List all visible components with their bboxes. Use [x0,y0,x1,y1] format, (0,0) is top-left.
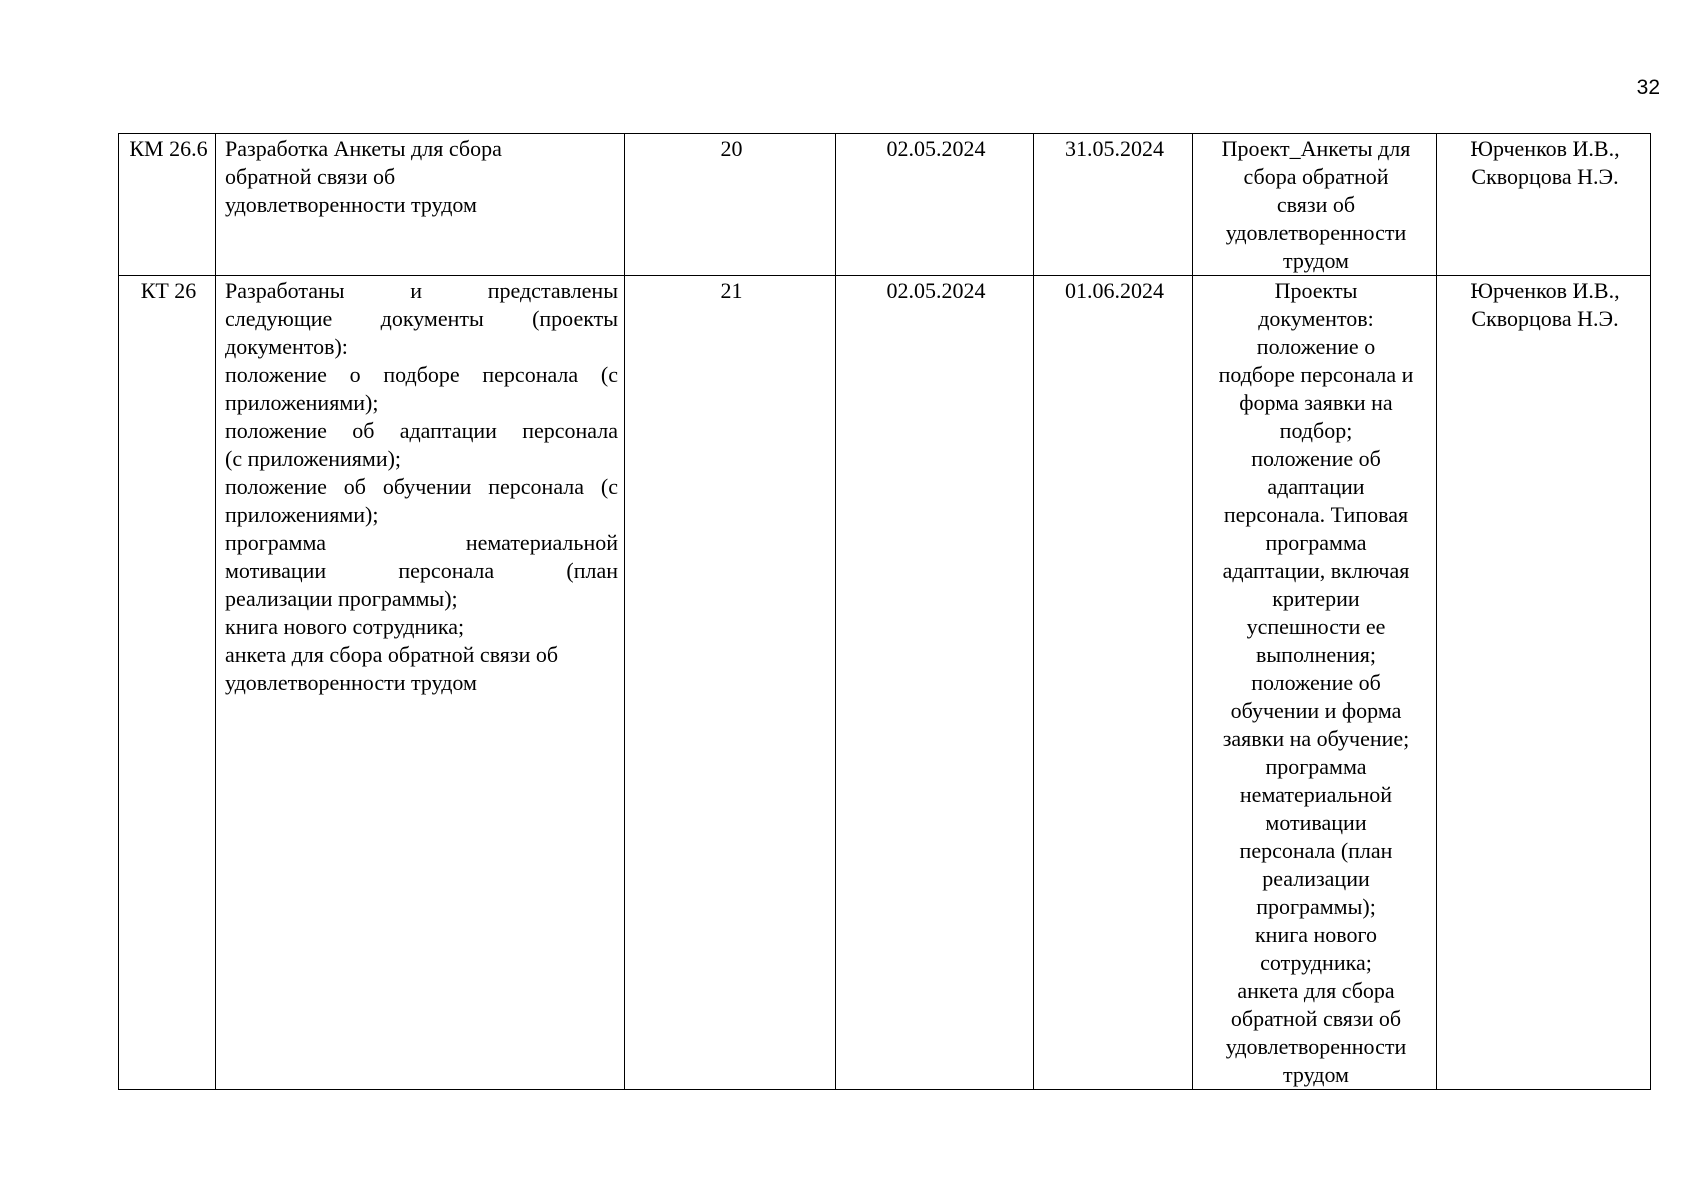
description-line: реализации программы); [225,586,458,611]
row-start-date: 02.05.2024 [886,136,986,161]
result-line: форма заявки на [1239,390,1393,415]
result-line: обратной связи об [1230,1006,1402,1031]
description-line: следующие документы (проекты [225,306,618,331]
description-line: удовлетворенности трудом [225,192,477,217]
result-line: подбор; [1279,418,1353,443]
row-description-cell [216,276,625,1090]
description-line: приложениями); [225,390,379,415]
description-line: программа нематериальной [225,530,618,555]
result-line: удовлетворенности [1225,1034,1407,1059]
result-line: книга нового [1254,922,1377,947]
row-code-cell [119,134,216,276]
result-line: успешности ее [1246,614,1386,639]
result-line: Проекты [1274,278,1358,303]
row-code: КТ 26 [140,278,197,303]
row-duration-cell [625,276,836,1090]
result-line: связи об [1276,192,1356,217]
result-line: удовлетворенности [1225,220,1407,245]
result-line: положение об [1251,670,1381,695]
row-responsible-cell [1437,276,1651,1090]
description-line: удовлетворенности трудом [225,670,477,695]
result-line: мотивации [1265,810,1367,835]
table-row [119,134,1651,276]
description-line: положение об адаптации персонала [225,418,618,443]
responsible-line: Юрченков И.В., [1470,278,1620,303]
result-line: персонала (план [1239,838,1393,863]
work-plan-table [118,133,1651,1090]
description-line: приложениями); [225,502,379,527]
result-line: персонала. Типовая [1223,502,1409,527]
table-row [119,276,1651,1090]
description-line: (с приложениями); [225,446,402,471]
result-line: реализации [1262,866,1370,891]
row-end-cell [1034,276,1193,1090]
page-number: 32 [1636,76,1660,99]
result-line: Проект_Анкеты для [1221,136,1411,161]
result-line: адаптации [1267,474,1365,499]
row-end-date: 31.05.2024 [1065,136,1164,161]
description-line: книга нового сотрудника; [225,614,465,639]
result-line: программа [1265,530,1367,555]
description-line: положение о подборе персонала (с [225,362,618,387]
row-description-cell [216,134,625,276]
responsible-line: Скворцова Н.Э. [1471,306,1619,331]
responsible-line: Скворцова Н.Э. [1471,164,1619,189]
row-start-cell [836,276,1034,1090]
description-line: Разработаны и представлены [225,278,618,303]
description-line: обратной связи об [225,164,396,189]
description-line: документов): [225,334,348,359]
result-line: анкета для сбора [1237,978,1395,1003]
result-line: трудом [1283,248,1349,273]
result-line: подборе персонала и [1218,362,1414,387]
result-line: программа [1265,754,1367,779]
row-result-cell [1193,134,1437,276]
result-line: сбора обратной [1243,164,1389,189]
description-line: мотивации персонала (план [225,558,618,583]
result-line: программы); [1256,894,1376,919]
result-line: критерии [1272,586,1360,611]
result-line: положение о [1256,334,1376,359]
result-line: трудом [1283,1062,1349,1087]
row-responsible-cell [1437,134,1651,276]
result-line: нематериальной [1239,782,1393,807]
row-duration: 21 [720,278,743,303]
result-line: документов: [1258,306,1374,331]
row-code-cell [119,276,216,1090]
result-line: обучении и форма [1230,698,1402,723]
row-start-date: 02.05.2024 [886,278,986,303]
result-line: выполнения; [1256,642,1376,667]
description-line: анкета для сбора обратной связи об [225,642,559,667]
result-line: адаптации, включая [1222,558,1410,583]
row-start-cell [836,134,1034,276]
row-end-cell [1034,134,1193,276]
result-line: положение об [1251,446,1381,471]
row-code: КМ 26.6 [129,136,208,161]
row-duration: 20 [720,136,743,161]
row-end-date: 01.06.2024 [1065,278,1164,303]
description-line: Разработка Анкеты для сбора [225,136,502,161]
row-result-cell [1193,276,1437,1090]
result-line: сотрудника; [1260,950,1372,975]
row-duration-cell [625,134,836,276]
description-line: положение об обучении персонала (с [225,474,618,499]
result-line: заявки на обучение; [1222,726,1410,751]
responsible-line: Юрченков И.В., [1470,136,1620,161]
